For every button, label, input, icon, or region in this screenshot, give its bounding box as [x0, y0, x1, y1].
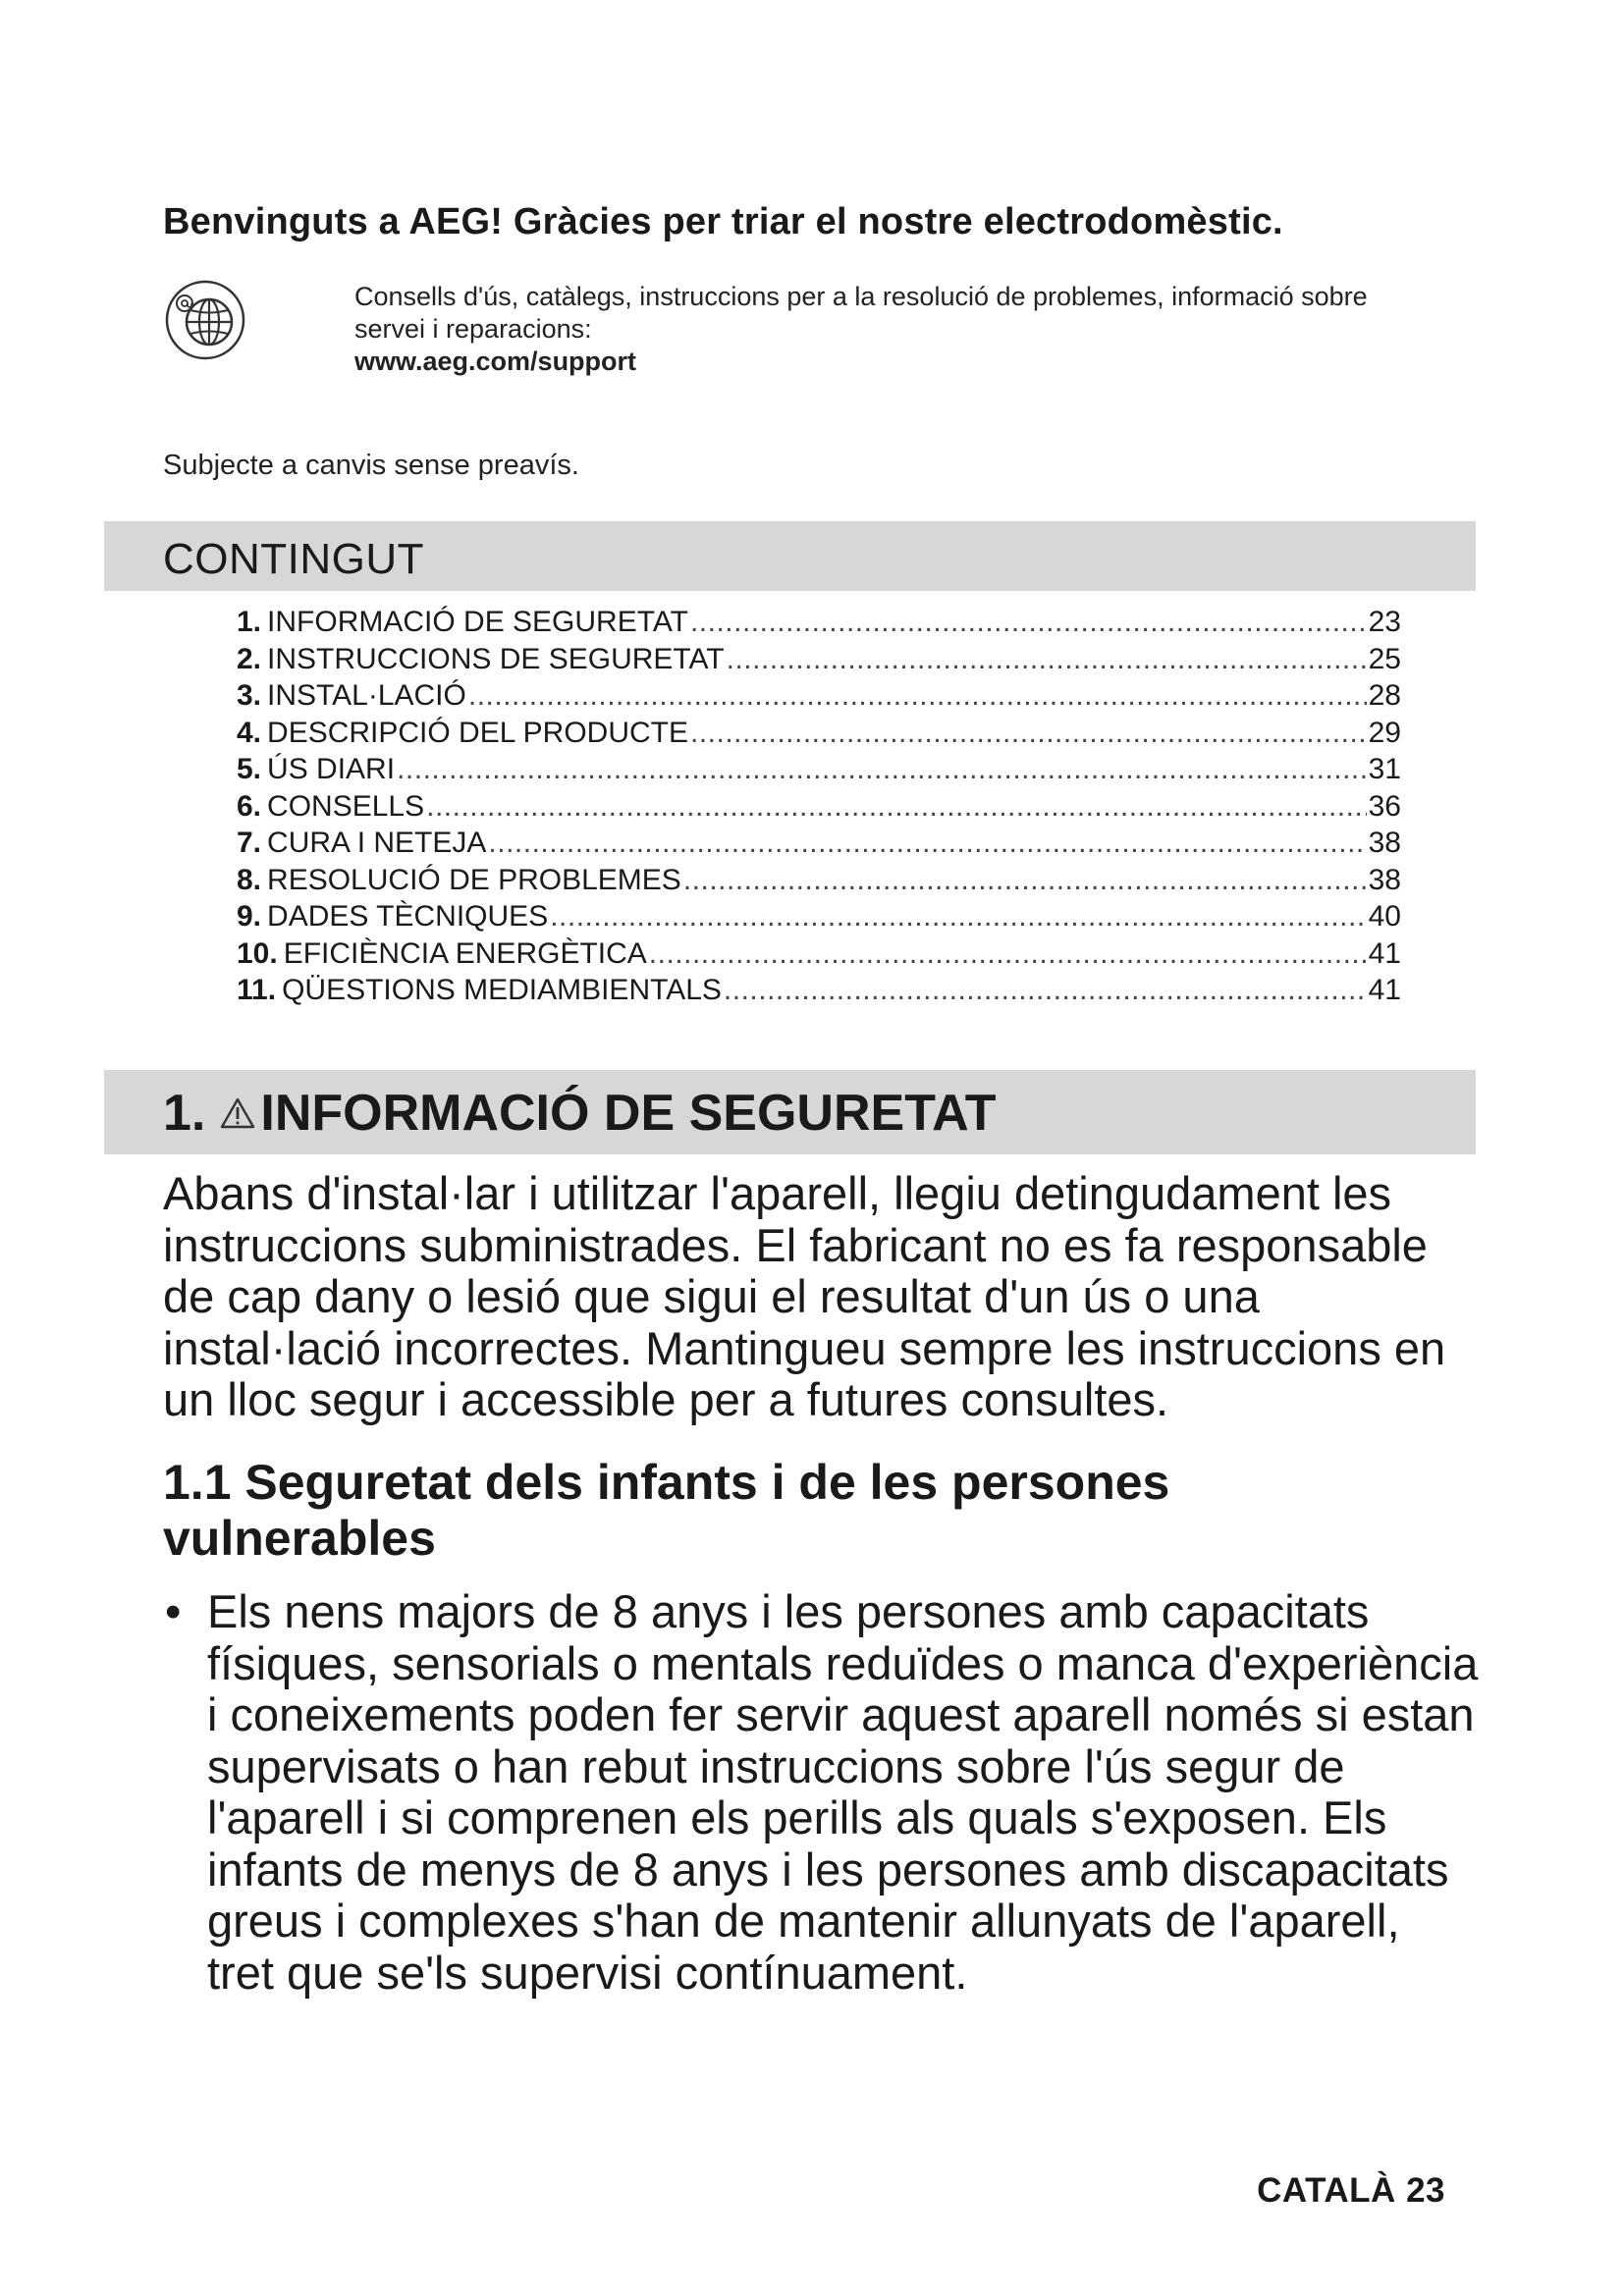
- toc-number: 11.: [237, 974, 277, 1006]
- toc-leader: [426, 788, 1367, 826]
- toc-title: CONSELLS: [267, 789, 425, 823]
- toc-item[interactable]: [237, 825, 1401, 862]
- toc-leader: [727, 641, 1367, 678]
- toc-item[interactable]: [237, 751, 1401, 788]
- section-title: INFORMACIÓ DE SEGURETAT: [260, 1085, 997, 1142]
- toc-number: 6.: [237, 789, 262, 823]
- toc-page: 28: [1368, 679, 1401, 712]
- toc-title: ÚS DIARI: [267, 753, 396, 785]
- toc-page: 40: [1368, 900, 1401, 933]
- footer-language: CATALÀ: [1257, 2171, 1396, 2210]
- toc-page: 25: [1368, 642, 1401, 675]
- safety-intro-paragraph: Abans d'instal·lar i utilitzar l'aparell, llegiu detingudament les instruccions subministrades. El fabricant no es fa responsable de cap dany o lesió que sigui el resultat d'un ús o una instal·lació incorrectes. Mantingueu sempre les instruccions en un lloc segur i accessible per a futures consultes.: [163, 1167, 1446, 1425]
- toc-item[interactable]: [237, 715, 1401, 752]
- toc-item[interactable]: [237, 972, 1401, 1009]
- toc-number: 9.: [237, 900, 262, 933]
- toc-number: 3.: [237, 679, 262, 712]
- toc-title: INSTRUCCIONS DE SEGURETAT: [267, 642, 725, 675]
- toc-number: 10.: [237, 936, 278, 970]
- warning-triangle-icon: [219, 1096, 256, 1130]
- support-info: [354, 281, 1435, 378]
- toc-item[interactable]: [237, 677, 1401, 715]
- subsection-heading: 1.1 Seguretat dels infants i de les persones vulnerables: [163, 1455, 1170, 1566]
- toc-number: 1.: [237, 606, 262, 638]
- toc-title: DESCRIPCIÓ DEL PRODUCTE: [267, 716, 688, 749]
- toc-page: 41: [1368, 936, 1401, 970]
- section-header-bar: [104, 1070, 1476, 1154]
- toc-title: QÜESTIONS MEDIAMBIENTALS: [282, 974, 722, 1006]
- toc-page: 38: [1368, 863, 1401, 896]
- contents-title: CONTINGUT: [163, 535, 425, 583]
- section-heading: [163, 1084, 997, 1143]
- toc-number: 2.: [237, 642, 262, 675]
- toc-item[interactable]: [237, 604, 1401, 641]
- toc-leader: [550, 898, 1366, 935]
- globe-web-icon: [163, 278, 247, 362]
- change-notice: Subjecte a canvis sense preavís.: [163, 450, 579, 481]
- toc-number: 8.: [237, 863, 262, 896]
- list-item: [163, 1586, 1479, 1999]
- toc-leader: [649, 935, 1367, 973]
- toc-title: INFORMACIÓ DE SEGURETAT: [267, 606, 688, 638]
- toc-item[interactable]: [237, 788, 1401, 826]
- toc-leader: [468, 677, 1367, 715]
- support-link[interactable]: www.aeg.com/support: [354, 347, 637, 376]
- toc-title: DADES TÈCNIQUES: [267, 900, 549, 933]
- toc-title: RESOLUCIÓ DE PROBLEMES: [267, 863, 681, 896]
- page-footer: [1257, 2171, 1445, 2211]
- toc-title: INSTAL·LACIÓ: [267, 679, 466, 712]
- bullet-list: [163, 1586, 1479, 1999]
- toc-page: 23: [1368, 606, 1401, 638]
- welcome-title: Benvinguts a AEG! Gràcies per triar el nostre electrodomèstic.: [163, 201, 1283, 242]
- toc-number: 5.: [237, 753, 262, 785]
- bullet-icon: •: [165, 1585, 182, 1637]
- toc-number: 4.: [237, 716, 262, 749]
- toc-item[interactable]: [237, 898, 1401, 935]
- toc-title: EFICIÈNCIA ENERGÈTICA: [283, 936, 647, 970]
- page-number: 23: [1406, 2171, 1445, 2210]
- toc-page: 41: [1368, 974, 1401, 1006]
- contents-header-bar: [104, 521, 1476, 591]
- section-number: 1.: [163, 1085, 206, 1142]
- toc-item[interactable]: [237, 862, 1401, 899]
- toc-leader: [397, 751, 1367, 788]
- toc-page: 31: [1368, 753, 1401, 785]
- toc-number: 7.: [237, 827, 262, 859]
- toc-leader: [690, 604, 1367, 641]
- toc-page: 38: [1368, 827, 1401, 859]
- list-item-text: Els nens majors de 8 anys i les persones amb capacitats físiques, sensorials o mentals reduïdes o manca d'experiència i coneixements poden fer servir aquest aparell només si estan supervisats o han rebut instruccions sobre l'ús segur de l'aparell i si comprenen els perills als quals s'exposen. Els infants de menys de 8 anys i les persones amb discapacitats greus i complexes s'han de mantenir allunyats de l'aparell, tret que se'ls supervisi contínuament.: [207, 1585, 1479, 1999]
- support-description: Consells d'ús, catàlegs, instruccions per a la resolució de problemes, informació sobre servei i reparacions:: [354, 282, 1368, 344]
- toc-item[interactable]: [237, 641, 1401, 678]
- toc-title: CURA I NETEJA: [267, 827, 487, 859]
- toc-leader: [724, 972, 1367, 1009]
- toc-page: 36: [1368, 789, 1401, 823]
- table-of-contents: [237, 604, 1401, 1009]
- toc-item[interactable]: [237, 935, 1401, 973]
- toc-leader: [683, 862, 1367, 899]
- toc-leader: [488, 825, 1366, 862]
- toc-page: 29: [1368, 716, 1401, 749]
- toc-leader: [690, 715, 1367, 752]
